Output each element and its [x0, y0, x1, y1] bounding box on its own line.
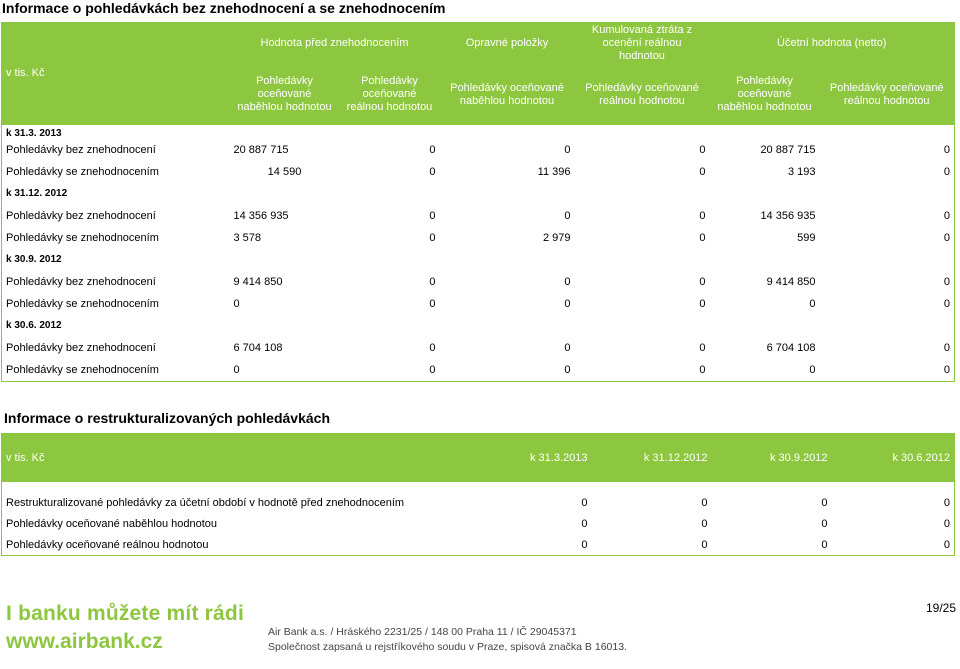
row-label: Pohledávky oceňované reálnou hodnotou [6, 538, 209, 551]
cell: 0 [809, 363, 816, 376]
cell: 0 [943, 275, 950, 288]
table-row [2, 205, 955, 227]
cell: 0 [233, 297, 240, 310]
table-row [2, 513, 955, 534]
cell: 14 590 [267, 165, 302, 178]
cell: 0 [564, 341, 571, 354]
cell: 0 [821, 517, 828, 530]
column-header: Pohledávky oceňované reálnou hodnotou [829, 81, 944, 107]
column-header: k 30.6.2012 [832, 434, 955, 483]
cell: 0 [943, 341, 950, 354]
cell: 11 396 [537, 165, 571, 178]
section-label: k 30.6. 2012 [6, 320, 62, 331]
cell: 0 [699, 341, 706, 354]
cell: 0 [233, 363, 240, 376]
column-header: Pohledávky oceňované naběhlou hodnotou [450, 81, 564, 107]
table-row [2, 359, 955, 382]
section-label: k 30.9. 2012 [6, 254, 62, 265]
column-header: Pohledávky oceňované naběhlou hodnotou [717, 75, 812, 113]
table-row [2, 271, 955, 293]
cell: 6 704 108 [233, 341, 283, 354]
cell: 0 [564, 363, 571, 376]
impairment-table [1, 22, 955, 382]
row-label: Pohledávky se znehodnocením [6, 363, 159, 376]
brand-website: www.airbank.cz [6, 630, 163, 653]
cell: 0 [429, 165, 436, 178]
section-label: k 31.12. 2012 [6, 188, 68, 199]
cell: 0 [429, 143, 436, 156]
cell: 0 [943, 143, 950, 156]
cell: 0 [429, 209, 436, 222]
restructured-table [1, 433, 955, 556]
cell: 0 [943, 231, 950, 244]
cell: 0 [821, 538, 828, 551]
row-label: Pohledávky bez znehodnocení [6, 209, 156, 222]
cell: 0 [943, 165, 950, 178]
cell: 0 [564, 297, 571, 310]
column-header: k 31.12.2012 [592, 434, 712, 483]
cell: 0 [581, 538, 588, 551]
cell: 0 [699, 275, 706, 288]
table-row [2, 293, 955, 315]
table-row [2, 534, 955, 556]
cell: 0 [699, 363, 706, 376]
section-title: Informace o restrukturalizovaných pohledávkách [4, 410, 330, 426]
row-label: Pohledávky bez znehodnocení [6, 143, 156, 156]
column-header: k 31.3.2013 [472, 434, 592, 483]
cell: 0 [943, 538, 950, 551]
cell: 9 414 850 [233, 275, 283, 288]
cell: 0 [429, 275, 436, 288]
group-header: Hodnota před znehodnocením [260, 37, 409, 50]
row-label: Restrukturalizované pohledávky za účetní období v hodnotě před znehodnocením [6, 496, 405, 509]
cell: 0 [699, 231, 706, 244]
cell: 0 [699, 143, 706, 156]
cell: 9 414 850 [766, 275, 816, 288]
group-header: Kumulovaná ztráta z ocenění reálnou hodnotou [591, 24, 693, 63]
row-label: Pohledávky se znehodnocením [6, 297, 159, 310]
company-address: Air Bank a.s. / Hráského 2231/25 / 148 00 Praha 11 / IČ 29045371 [268, 626, 577, 638]
cell: 0 [943, 297, 950, 310]
cell: 0 [701, 517, 708, 530]
table-row [2, 492, 955, 513]
cell: 14 356 935 [233, 209, 289, 222]
cell: 20 887 715 [233, 143, 289, 156]
column-header: Pohledávky oceňované naběhlou hodnotou [237, 75, 332, 113]
cell: 0 [809, 297, 816, 310]
cell: 599 [797, 231, 816, 244]
cell: 0 [943, 496, 950, 509]
cell: 0 [821, 496, 828, 509]
row-label: Pohledávky se znehodnocením [6, 231, 159, 244]
cell: 20 887 715 [760, 143, 816, 156]
column-header: Pohledávky oceňované reálnou hodnotou [346, 75, 433, 113]
page-title: Informace o pohledávkách bez znehodnocení a se znehodnocením [2, 0, 446, 16]
cell: 0 [581, 496, 588, 509]
company-registry: Společnost zapsaná u rejstříkového soudu v Praze, spisová značka B 16013. [268, 641, 627, 653]
unit-label: v tis. Kč [2, 434, 472, 483]
unit-label: v tis. Kč [6, 67, 45, 80]
table-row [2, 337, 955, 359]
row-label: Pohledávky oceňované naběhlou hodnotou [6, 517, 218, 530]
cell: 0 [943, 363, 950, 376]
column-header: Pohledávky oceňované reálnou hodnotou [585, 81, 699, 107]
row-label: Pohledávky bez znehodnocení [6, 275, 156, 288]
cell: 0 [564, 143, 571, 156]
column-header: k 30.9.2012 [712, 434, 832, 483]
cell: 0 [429, 231, 436, 244]
cell: 0 [701, 496, 708, 509]
group-header: Opravné položky [465, 37, 549, 50]
cell: 0 [429, 363, 436, 376]
cell: 0 [699, 297, 706, 310]
table-row [2, 227, 955, 249]
cell: 0 [699, 165, 706, 178]
table-row [2, 161, 955, 183]
cell: 0 [429, 341, 436, 354]
cell: 0 [943, 209, 950, 222]
cell: 0 [564, 209, 571, 222]
cell: 14 356 935 [760, 209, 816, 222]
page-number: 19/25 [926, 601, 957, 615]
row-label: Pohledávky bez znehodnocení [6, 341, 156, 354]
cell: 0 [581, 517, 588, 530]
row-label: Pohledávky se znehodnocením [6, 165, 159, 178]
cell: 0 [699, 209, 706, 222]
cell: 3 193 [787, 165, 816, 178]
group-header: Účetní hodnota (netto) [777, 37, 887, 50]
cell: 0 [564, 275, 571, 288]
cell: 2 979 [542, 231, 571, 244]
section-label: k 31.3. 2013 [6, 127, 62, 139]
cell: 3 578 [233, 231, 262, 244]
cell: 0 [701, 538, 708, 551]
cell: 6 704 108 [766, 341, 816, 354]
cell: 0 [943, 517, 950, 530]
brand-slogan: I banku můžete mít rádi [6, 602, 244, 625]
table-row [2, 139, 955, 161]
cell: 0 [429, 297, 436, 310]
